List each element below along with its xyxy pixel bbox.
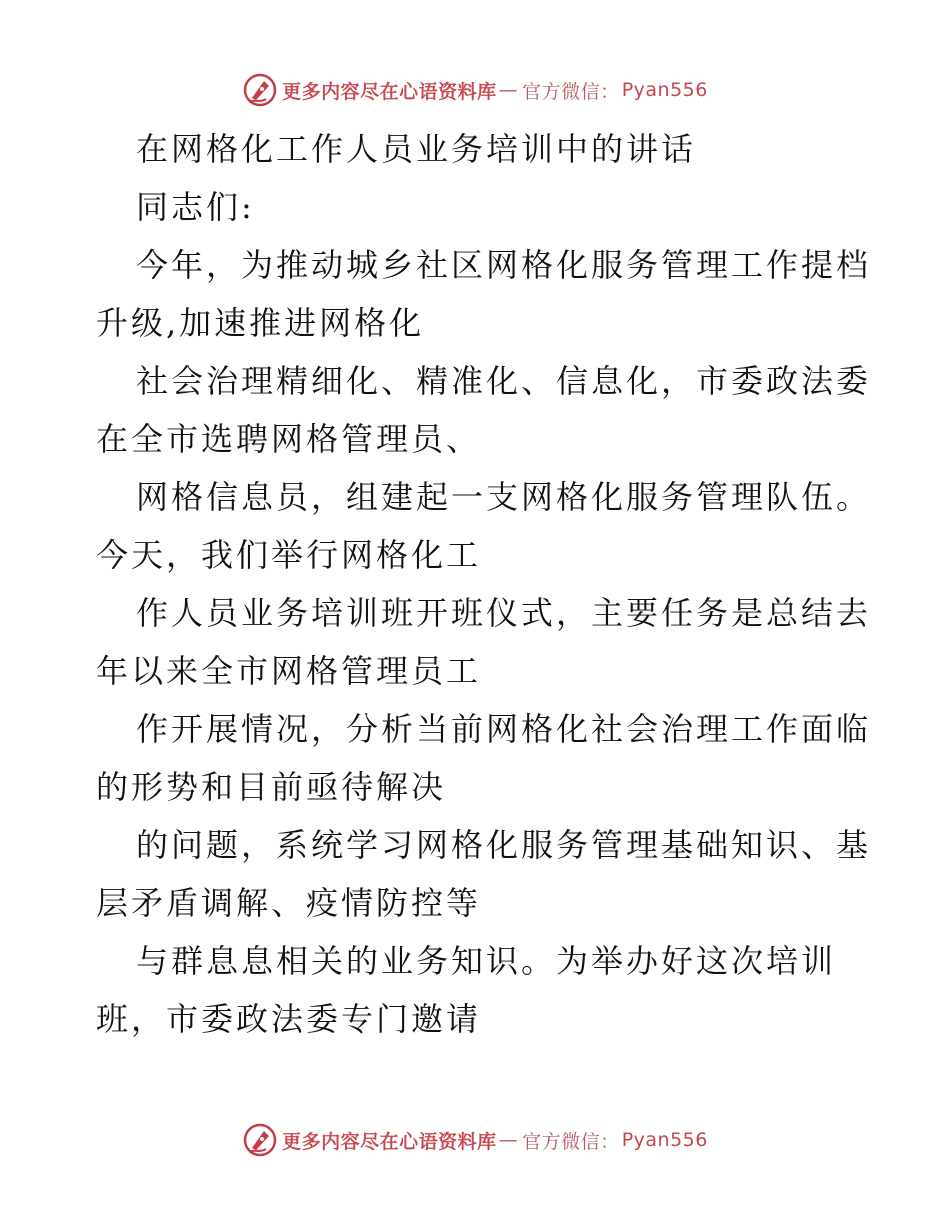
paragraph-line: 的问题，系统学习网格化服务管理基础知识、基: [136, 826, 872, 864]
paragraph-line: 社会治理精细化、精准化、信息化，市委政法委: [136, 362, 872, 400]
paragraph-line: 在全市选聘网格管理员、: [96, 420, 482, 458]
document-title: 在网格化工作人员业务培训中的讲话: [136, 130, 697, 168]
pen-nib-icon: [242, 72, 278, 108]
watermark-wechat-label: 官方微信：: [522, 1130, 620, 1153]
watermark-separator: —: [498, 1129, 519, 1151]
paragraph-line: 与群息息相关的业务知识。为举办好这次培训: [136, 942, 837, 980]
paragraph-line: 升级,加速推进网格化: [96, 304, 425, 342]
watermark-wechat-id: Pyan556: [621, 79, 708, 101]
paragraph-line: 的形势和目前亟待解决: [96, 768, 447, 806]
header-watermark: [0, 70, 950, 110]
paragraph-line: 作开展情况，分析当前网格化社会治理工作面临: [136, 710, 872, 748]
watermark-wechat-id: Pyan556: [621, 1129, 708, 1151]
document-body: [96, 120, 872, 1048]
paragraph-line: 班，市委政法委专门邀请: [96, 1000, 482, 1038]
watermark-main-text: 更多内容尽在心语资料库: [282, 1130, 497, 1153]
paragraph-line: 层矛盾调解、疫情防控等: [96, 884, 482, 922]
pen-nib-icon: [242, 1122, 278, 1158]
watermark-separator: —: [498, 79, 519, 101]
paragraph-line: 年以来全市网格管理员工: [96, 652, 482, 690]
salutation: 同志们:: [136, 188, 255, 226]
paragraph-line: 网格信息员，组建起一支网格化服务管理队伍。: [136, 478, 872, 516]
watermark-wechat-label: 官方微信：: [522, 80, 620, 103]
paragraph-line: 今年，为推动城乡社区网格化服务管理工作提档: [136, 246, 872, 284]
paragraph-line: 今天，我们举行网格化工: [96, 536, 482, 574]
watermark-main-text: 更多内容尽在心语资料库: [282, 80, 497, 103]
footer-watermark: [0, 1120, 950, 1160]
paragraph-line: 作人员业务培训班开班仪式，主要任务是总结去: [136, 594, 872, 632]
